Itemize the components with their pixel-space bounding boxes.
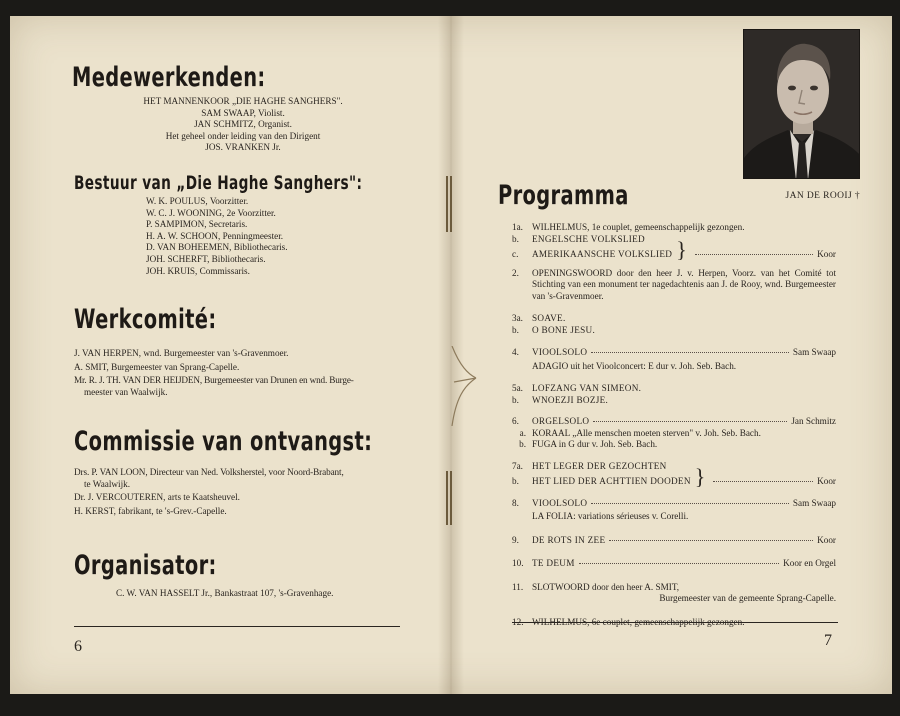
- item-number: 11.: [512, 581, 524, 592]
- commissie-line: Drs. P. VAN LOON, Directeur van Ned. Volksherstel, voor Noord-Brabant,: [74, 467, 344, 477]
- item-title: SLOTWOORD door den heer A. SMIT,: [532, 581, 680, 592]
- commissie-line: te Waalwijk.: [84, 478, 131, 489]
- item-number: 9.: [512, 534, 519, 545]
- dot-leader: [591, 503, 789, 504]
- program-item-5b: [512, 395, 836, 407]
- item-performer: Koor: [817, 249, 836, 259]
- heading-medewerkenden: Medewerkenden:: [72, 62, 266, 93]
- heading-programma: Programma: [498, 180, 629, 211]
- program-item-3b: [512, 325, 836, 337]
- item-number: 3a.: [512, 313, 523, 323]
- item-title: TE DEUM: [532, 558, 575, 568]
- medewerkenden-line: SAM SWAAP, Violist.: [201, 107, 285, 118]
- item-number: c.: [512, 249, 519, 259]
- werkcomite-line: J. VAN HERPEN, wnd. Burgemeester van 's-Gravenmoer.: [74, 348, 289, 358]
- booklet-spread: [10, 16, 892, 694]
- commissie-list: [74, 467, 406, 517]
- item-number: 1a.: [512, 222, 523, 232]
- dot-leader: [609, 540, 813, 541]
- item-performer: Koor en Orgel: [783, 558, 836, 568]
- item-title: VIOOLSOLO: [532, 347, 588, 357]
- dot-leader: [591, 352, 789, 353]
- item-number: 5a.: [512, 383, 523, 393]
- programma-list: [512, 222, 836, 628]
- program-item-11: [512, 582, 836, 594]
- program-item-2: [512, 268, 836, 303]
- page-number-left: 6: [74, 638, 82, 655]
- brace-glyph: }: [676, 237, 687, 262]
- werkcomite-line: meester van Waalwijk.: [84, 386, 168, 397]
- item-number: b.: [512, 324, 519, 335]
- item-number: 8.: [512, 497, 519, 508]
- medewerkenden-line: JOS. VRANKEN Jr.: [205, 142, 281, 153]
- organisator-line: C. W. VAN HASSELT Jr., Bankastraat 107, 's-Gravenhage.: [116, 588, 334, 598]
- item-title: DE ROTS IN ZEE: [532, 534, 606, 545]
- werkcomite-line: A. SMIT, Burgemeester van Sprang-Capelle.: [74, 361, 240, 372]
- item-title: O BONE JESU.: [532, 324, 596, 335]
- item-subtitle: ADAGIO uit het Vioolconcert: E dur v. Joh. Seb. Bach.: [532, 360, 737, 371]
- bestuur-line: P. SAMPIMON, Secretaris.: [146, 219, 248, 230]
- item-title: VIOOLSOLO: [532, 497, 588, 508]
- commissie-line: Dr. J. VERCOUTEREN, arts te Kaatsheuvel.: [74, 492, 240, 503]
- bestuur-line: D. VAN BOHEEMEN, Bibliothecaris.: [146, 242, 288, 253]
- heading-werkcomite: Werkcomité:: [74, 304, 217, 335]
- bestuur-line: W. C. J. WOONING, 2e Voorzitter.: [146, 207, 276, 218]
- medewerkenden-list: [118, 96, 368, 154]
- item-number: 2.: [512, 267, 519, 278]
- photo-caption: JAN DE ROOIJ †: [785, 191, 860, 201]
- item-title: ORGELSOLO: [532, 416, 590, 426]
- item-number: b.: [512, 233, 519, 244]
- portrait-photo: [743, 29, 860, 179]
- item-title: HET LEGER DER GEZOCHTEN: [532, 460, 667, 471]
- medewerkenden-line: Het geheel onder leiding van den Dirigent: [165, 130, 321, 141]
- item-number: b.: [519, 439, 526, 449]
- right-page: [456, 16, 892, 694]
- program-item-3a: [512, 313, 836, 325]
- dot-leader: [695, 254, 813, 255]
- item-title: ENGELSCHE VOLKSLIED: [532, 233, 645, 244]
- commissie-line: H. KERST, fabrikant, te 's-Grev.-Capelle.: [74, 505, 227, 516]
- item-performer: Sam Swaap: [792, 347, 836, 357]
- page-rule: [74, 626, 400, 627]
- werkcomite-list: [74, 348, 406, 398]
- heading-commissie: Commissie van ontvangst:: [74, 426, 373, 457]
- item-performer: Koor: [817, 476, 836, 486]
- program-item-7a: [512, 461, 836, 473]
- item-title: SOAVE.: [532, 313, 566, 323]
- item-number: b.: [512, 394, 519, 405]
- portrait-image: [744, 30, 860, 179]
- program-item-6b: [512, 439, 836, 451]
- item-title: OPENINGSWOORD door den heer J. v. Herpen, Voorz. van het Comité tot Stichting van een monument ter nagedachtenis aan J. de Rooy, wnd. Burgemeester van 's-Gravenmoer.: [532, 267, 836, 301]
- item-number: 4.: [512, 347, 519, 357]
- spine-stitch: [446, 471, 452, 525]
- program-item-8: [512, 498, 836, 510]
- item-title: WILHELMUS, 1e couplet, gemeenschappelijk gezongen.: [532, 222, 745, 232]
- item-number: a.: [519, 427, 526, 438]
- werkcomite-line: Mr. R. J. TH. VAN DER HEIJDEN, Burgemeester van Drunen en wnd. Burge-: [74, 375, 354, 386]
- program-item-1b: [512, 234, 836, 246]
- program-item-9: [512, 535, 836, 547]
- item-performer: Koor: [817, 534, 836, 545]
- dot-leader: [713, 481, 813, 482]
- item-title: LOFZANG VAN SIMEON.: [532, 383, 642, 393]
- bestuur-line: H. A. W. SCHOON, Penningmeester.: [146, 230, 284, 241]
- bestuur-line: JOH. SCHERFT, Bibliothecaris.: [146, 253, 266, 264]
- bestuur-line: JOH. KRUIS, Commissaris.: [146, 265, 250, 276]
- program-item-6: [512, 416, 836, 428]
- item-subtitle: LA FOLIA: variations sérieuses v. Corelli.: [532, 511, 689, 521]
- program-item-4: [512, 347, 836, 359]
- brace-glyph: }: [694, 464, 706, 489]
- medewerkenden-line: HET MANNENKOOR „DIE HAGHE SANGHERS".: [143, 96, 343, 106]
- item-subtitle: Burgemeester van de gemeente Sprang-Capelle.: [659, 593, 836, 603]
- dot-leader: [593, 421, 787, 422]
- program-item-6a: [512, 428, 836, 440]
- item-title: HET LIED DER ACHTTIEN DOODEN: [532, 476, 691, 486]
- heading-organisator: Organisator:: [74, 550, 217, 581]
- program-item-5a: [512, 383, 836, 395]
- item-performer: Jan Schmitz: [791, 416, 836, 426]
- program-item-10: [512, 558, 836, 570]
- bestuur-list: [146, 196, 346, 277]
- item-number: 10.: [512, 558, 524, 568]
- item-number: 6.: [512, 416, 519, 426]
- dot-leader: [579, 563, 779, 564]
- item-number: 7a.: [512, 460, 523, 471]
- bestuur-line: W. K. POULUS, Voorzitter.: [146, 196, 249, 206]
- page-rule: [512, 622, 838, 623]
- item-title: FUGA in G dur v. Joh. Seb. Bach.: [532, 439, 658, 449]
- left-page: [10, 16, 446, 694]
- page-number-right: 7: [824, 632, 832, 649]
- item-title: KORAAL „Alle menschen moeten sterven" v. Joh. Seb. Bach.: [532, 427, 761, 438]
- heading-bestuur: Bestuur van „Die Haghe Sanghers":: [74, 172, 363, 194]
- item-title: WNOEZJI BOZJE.: [532, 394, 609, 405]
- program-item-1a: [512, 222, 836, 234]
- medewerkenden-line: JAN SCHMITZ, Organist.: [194, 119, 292, 130]
- spine-stitch: [446, 176, 452, 232]
- item-number: b.: [512, 476, 519, 486]
- item-performer: Sam Swaap: [792, 497, 836, 508]
- item-title: AMERIKAANSCHE VOLKSLIED: [532, 249, 673, 259]
